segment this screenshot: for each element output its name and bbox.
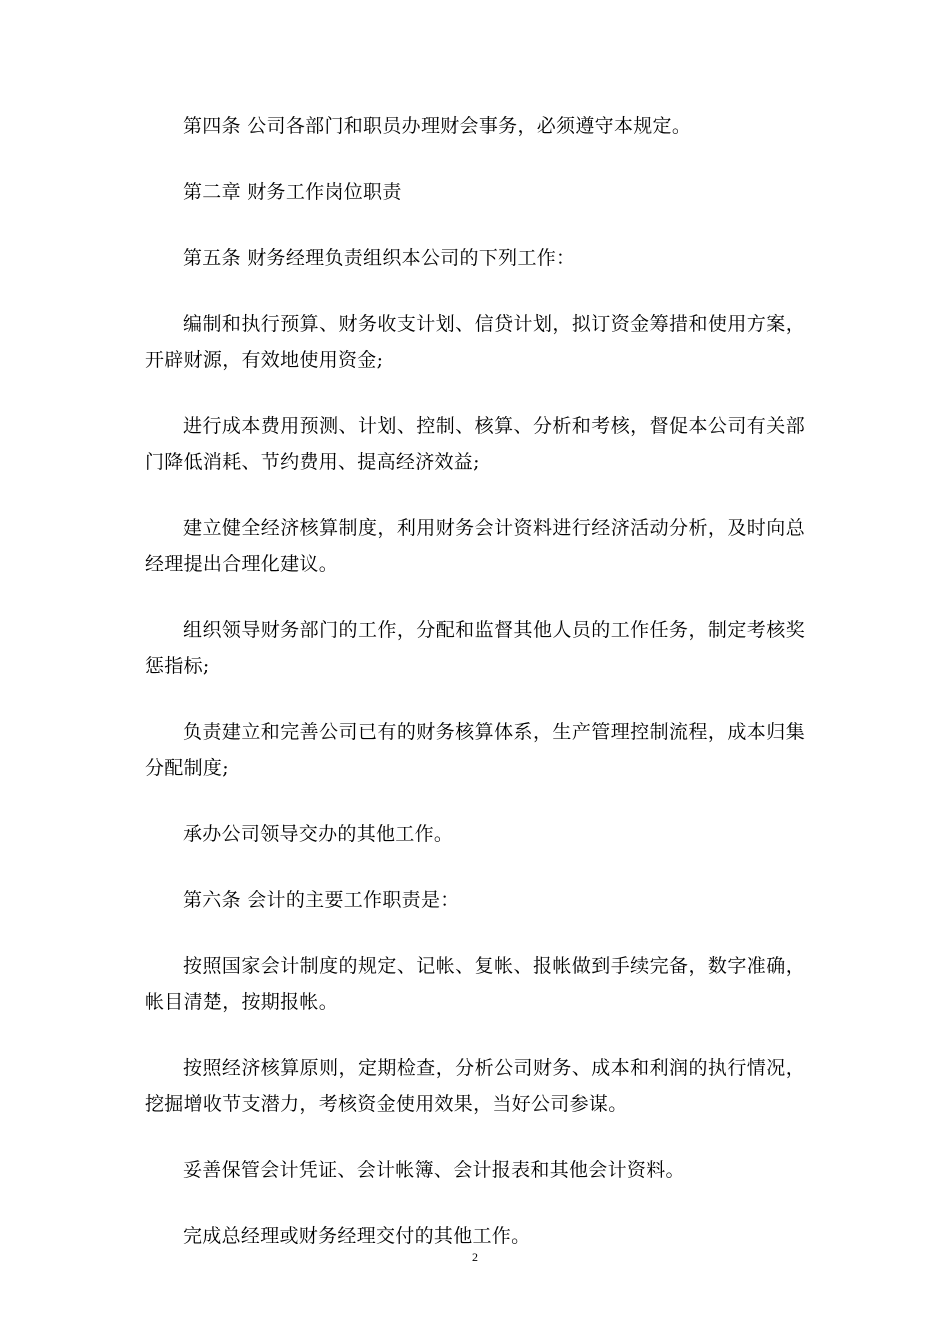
chapter-2-heading: 第二章 财务工作岗位职责 bbox=[183, 181, 402, 203]
article-5-paragraph: 第五条 财务经理负责组织本公司的下列工作： bbox=[183, 247, 576, 269]
duty-paragraph: 按照国家会计制度的规定、记帐、复帐、报帐做到手续完备，数字准确，帐目清楚，按期报帐。 bbox=[145, 955, 805, 1013]
duty-paragraph: 建立健全经济核算制度，利用财务会计资料进行经济活动分析，及时向总经理提出合理化建议。 bbox=[145, 517, 805, 575]
duty-paragraph: 完成总经理或财务经理交付的其他工作。 bbox=[183, 1225, 531, 1247]
page-number: 2 bbox=[472, 1250, 478, 1264]
duty-paragraph: 妥善保管会计凭证、会计帐簿、会计报表和其他会计资料。 bbox=[183, 1159, 685, 1181]
duty-paragraph: 进行成本费用预测、计划、控制、核算、分析和考核，督促本公司有关部门降低消耗、节约费用、提高经济效益; bbox=[145, 415, 805, 473]
duty-paragraph: 编制和执行预算、财务收支计划、信贷计划，拟订资金筹措和使用方案，开辟财源，有效地使用资金; bbox=[145, 313, 805, 371]
duty-paragraph: 按照经济核算原则，定期检查，分析公司财务、成本和利润的执行情况，挖掘增收节支潜力，考核资金使用效果，当好公司参谋。 bbox=[145, 1057, 805, 1115]
duty-paragraph: 承办公司领导交办的其他工作。 bbox=[183, 823, 454, 845]
article-4-paragraph: 第四条 公司各部门和职员办理财会事务，必须遵守本规定。 bbox=[183, 115, 692, 137]
document-body bbox=[145, 108, 805, 1284]
duty-paragraph: 负责建立和完善公司已有的财务核算体系，生产管理控制流程，成本归集分配制度; bbox=[145, 721, 805, 779]
duty-paragraph: 组织领导财务部门的工作，分配和监督其他人员的工作任务，制定考核奖惩指标; bbox=[145, 619, 805, 677]
article-6-paragraph: 第六条 会计的主要工作职责是： bbox=[183, 889, 460, 911]
